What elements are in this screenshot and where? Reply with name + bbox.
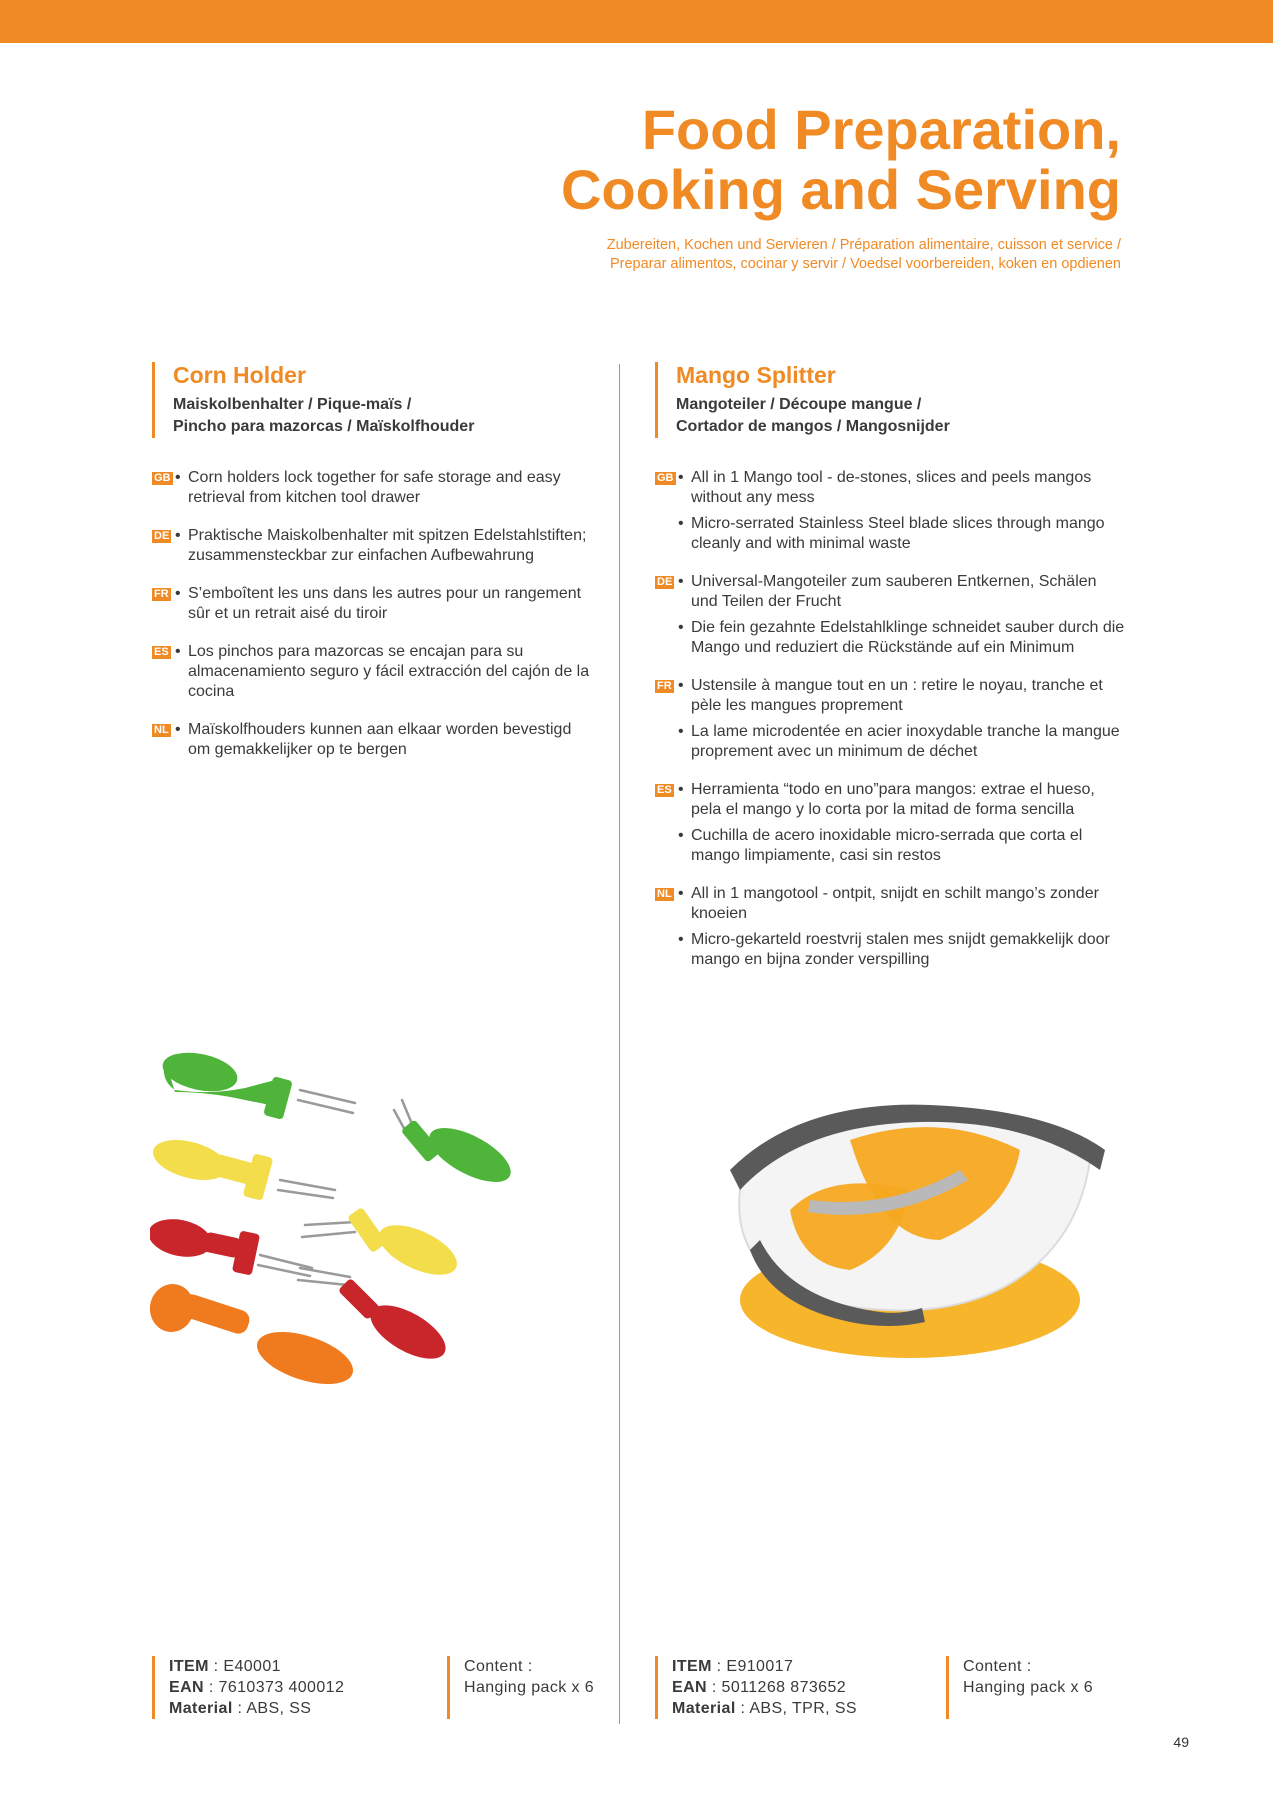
- item-label: ITEM: [672, 1658, 712, 1675]
- material-value: ABS, SS: [246, 1700, 312, 1717]
- lang-tag-es: ES: [154, 646, 169, 658]
- content-value: Hanging pack x 6: [963, 1679, 1094, 1696]
- lang-tag-gb: GB: [154, 472, 171, 484]
- content-label-row: Content :: [963, 1658, 1032, 1675]
- material: Material : ABS, SS: [169, 1700, 312, 1717]
- lang-block-de: [655, 572, 1125, 658]
- bullet-text: • Micro-serrated Stainless Steel blade slices through mango cleanly and with minimal waste: [677, 514, 1125, 554]
- lang-block-fr: [655, 676, 1125, 762]
- product-alt-names-line2: Pincho para mazorcas / Maïskolfhouder: [173, 418, 475, 435]
- content-label: Content: [464, 1658, 523, 1675]
- column-divider: [619, 364, 620, 1724]
- product-corn-holder: [152, 362, 592, 778]
- page-subtitle: [521, 236, 1121, 274]
- corn-holder-specs: [152, 1656, 344, 1719]
- page-subtitle-line1: Zubereiten, Kochen und Servieren / Préparation alimentaire, cuisson et service /: [606, 237, 1121, 253]
- lang-tag-de: DE: [154, 530, 170, 542]
- mango-splitter-specs: [655, 1656, 857, 1719]
- lang-tag-fr: FR: [657, 680, 672, 692]
- lang-tag-es: ES: [657, 784, 672, 796]
- product-name: Mango Splitter: [676, 362, 836, 388]
- bullet-text: • Maïskolfhouders kunnen aan elkaar worden bevestigd om gemakkelijker op te bergen: [174, 720, 592, 760]
- lang-block-nl: [655, 884, 1125, 970]
- product-alt-names-line1: Maiskolbenhalter / Pique-maïs /: [173, 396, 412, 413]
- item-label: ITEM: [169, 1658, 209, 1675]
- bullet-text: • All in 1 Mango tool - de-stones, slices and peels mangos without any mess: [677, 468, 1125, 508]
- lang-tag-de: DE: [657, 576, 673, 588]
- bullet-text: • All in 1 mangotool - ontpit, snijdt en schilt mango’s zonder knoeien: [677, 884, 1125, 924]
- lang-tag-nl: NL: [154, 724, 169, 736]
- item-value: E910017: [726, 1658, 794, 1675]
- mango-splitter-image: [700, 1090, 1110, 1380]
- bullet-text: • Ustensile à mangue tout en un : retire le noyau, tranche et pèle les mangues proprement: [677, 676, 1125, 716]
- product-heading: [655, 362, 1125, 438]
- lang-block-de: [152, 526, 592, 566]
- page-subtitle-line2: Preparar alimentos, cocinar y servir / Voedsel voorbereiden, koken en opdienen: [609, 256, 1121, 272]
- bullet-text: • Praktische Maiskolbenhalter mit spitzen Edelstahlstiften; zusammensteckbar zur einfachen Aufbewahrung: [174, 526, 592, 566]
- material-label: Material: [169, 1700, 233, 1717]
- product-heading: [152, 362, 592, 438]
- lang-tag-nl: NL: [657, 888, 672, 900]
- product-name: Corn Holder: [173, 362, 306, 388]
- ean-label: EAN: [672, 1679, 707, 1696]
- material-label: Material: [672, 1700, 736, 1717]
- lang-block-gb: [152, 468, 592, 508]
- content-value: Hanging pack x 6: [464, 1679, 595, 1696]
- lang-tag-gb: GB: [657, 472, 674, 484]
- corn-holder-image: [150, 1040, 590, 1420]
- top-accent-bar: [0, 0, 1273, 43]
- material: Material : ABS, TPR, SS: [672, 1700, 857, 1717]
- ean-label: EAN: [169, 1679, 204, 1696]
- ean-code: EAN : 7610373 400012: [169, 1679, 345, 1696]
- ean-value: 7610373 400012: [218, 1679, 345, 1696]
- bullet-text: • La lame microdentée en acier inoxydable tranche la mangue proprement avec un minimum de déchet: [677, 722, 1125, 762]
- spacer: [464, 1698, 594, 1719]
- product-alt-names-line2: Cortador de mangos / Mangosnijder: [676, 418, 950, 435]
- ean-code: EAN : 5011268 873652: [672, 1679, 847, 1696]
- bullet-text: • Los pinchos para mazorcas se encajan para su almacenamiento seguro y fácil extracción del cajón de la cocina: [174, 642, 592, 702]
- lang-tag-fr: FR: [154, 588, 169, 600]
- ean-value: 5011268 873652: [721, 1679, 847, 1696]
- bullet-text: • Die fein gezahnte Edelstahlklinge schneidet sauber durch die Mango und reduziert die Rückstände auf ein Minimum: [677, 618, 1125, 658]
- item-number: ITEM : E910017: [672, 1658, 794, 1675]
- spacer: [963, 1698, 1093, 1719]
- bullet-text: • Micro-gekarteld roestvrij stalen mes snijdt gemakkelijk door mango en bijna zonder verspilling: [677, 930, 1125, 970]
- lang-block-es: [655, 780, 1125, 866]
- product-alt-names-line1: Mangoteiler / Découpe mangue /: [676, 396, 922, 413]
- page-number: 49: [1173, 1734, 1189, 1750]
- bullet-text: • Herramienta “todo en uno”para mangos: extrae el hueso, pela el mango y lo corta por la mitad de forma sencilla: [677, 780, 1125, 820]
- page-title: [561, 100, 1121, 220]
- lang-block-es: [152, 642, 592, 702]
- lang-block-gb: [655, 468, 1125, 554]
- page-title-line1: Food Preparation,: [641, 98, 1121, 161]
- content-label: Content: [963, 1658, 1022, 1675]
- bullet-text: • Cuchilla de acero inoxidable micro-serrada que corta el mango limpiamente, casi sin restos: [677, 826, 1125, 866]
- lang-block-nl: [152, 720, 592, 760]
- item-value: E40001: [223, 1658, 281, 1675]
- item-number: ITEM : E40001: [169, 1658, 281, 1675]
- material-value: ABS, TPR, SS: [749, 1700, 857, 1717]
- bullet-text: • Corn holders lock together for safe storage and easy retrieval from kitchen tool drawer: [174, 468, 592, 508]
- lang-block-fr: [152, 584, 592, 624]
- bullet-text: • Universal-Mangoteiler zum sauberen Entkernen, Schälen und Teilen der Frucht: [677, 572, 1125, 612]
- product-mango-splitter: [655, 362, 1125, 988]
- page-title-line2: Cooking and Serving: [560, 158, 1121, 221]
- corn-holder-content: [447, 1656, 594, 1719]
- content-label-row: Content :: [464, 1658, 533, 1675]
- bullet-text: • S’emboîtent les uns dans les autres pour un rangement sûr et un retrait aisé du tiroir: [174, 584, 592, 624]
- mango-splitter-content: [946, 1656, 1093, 1719]
